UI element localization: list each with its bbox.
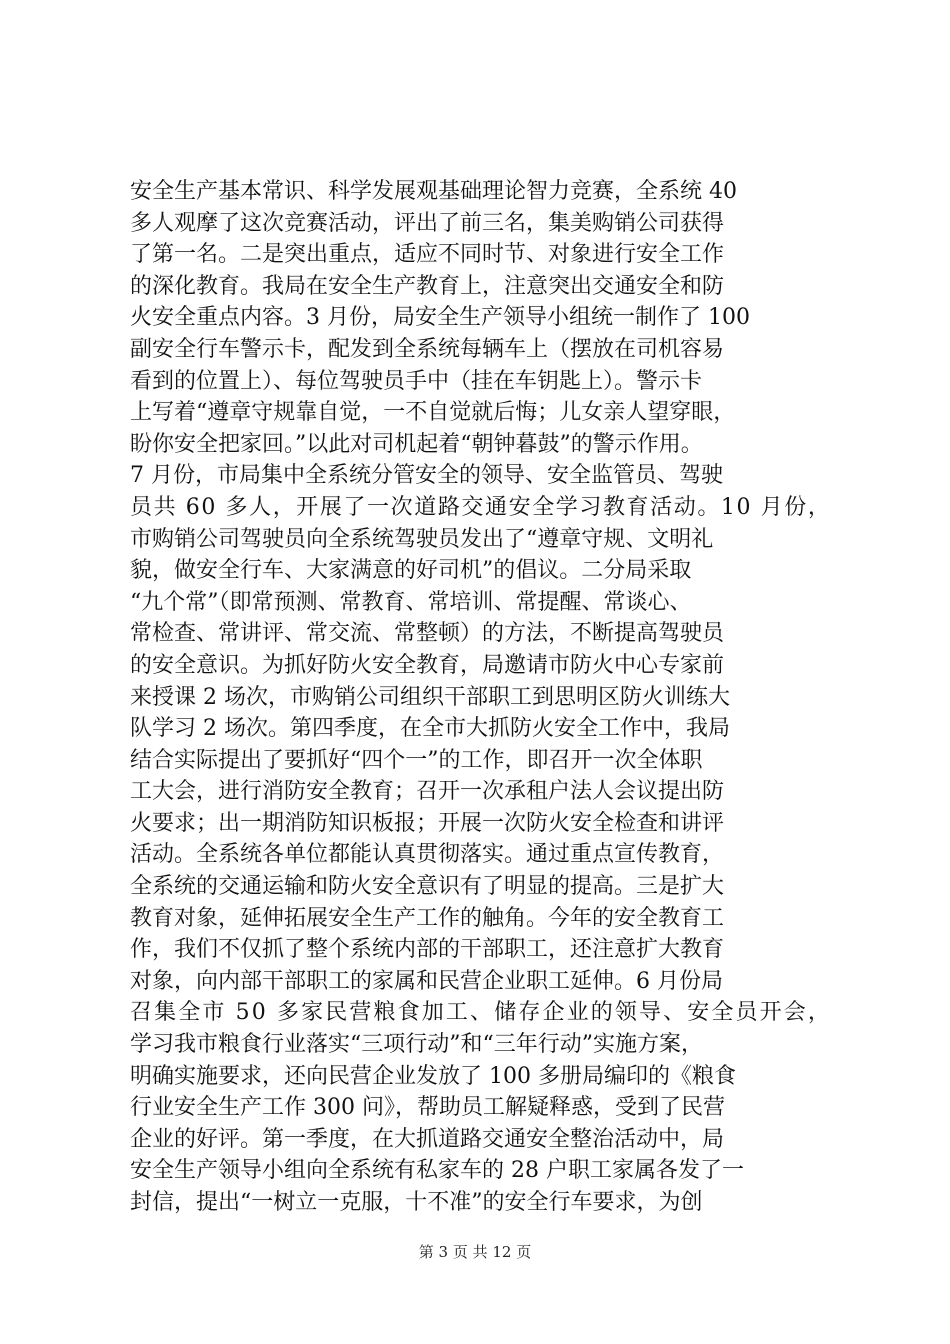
text-line: 貌，做安全行车、大家满意的好司机”的倡议。二分局采取 bbox=[130, 558, 692, 584]
text-line: “九个常”（即常预测、常教育、常培训、常提醒、常谈心、 bbox=[130, 589, 692, 615]
text-line: 召集全市 50 多家民营粮食加工、储存企业的领导、安全员开会， bbox=[130, 1000, 833, 1026]
text-line: 作，我们不仅抓了整个系统内部的干部职工，还注意扩大教育 bbox=[130, 937, 725, 963]
text-line: 常检查、常讲评、常交流、常整顿）的方法，不断提高驾驶员 bbox=[130, 621, 725, 647]
text-line: 活动。全系统各单位都能认真贯彻落实。通过重点宣传教育， bbox=[130, 842, 725, 868]
text-line: 对象，向内部干部职工的家属和民营企业职工延伸。6 月份局 bbox=[130, 968, 723, 994]
text-line: 安全生产基本常识、科学发展观基础理论智力竞赛，全系统 40 bbox=[130, 179, 737, 204]
text-line: 企业的好评。第一季度，在大抓道路交通安全整治活动中，局 bbox=[130, 1126, 725, 1152]
text-line: 上写着“遵章守规靠自觉，一不自觉就后悔；儿女亲人望穿眼， bbox=[130, 400, 736, 426]
text-line: 全系统的交通运输和防火安全意识有了明显的提高。三是扩大 bbox=[130, 874, 725, 900]
text-line: 教育对象，延伸拓展安全生产工作的触角。今年的安全教育工 bbox=[130, 905, 725, 931]
text-line: 市购销公司驾驶员向全系统驾驶员发出了“遵章守规、文明礼 bbox=[130, 526, 714, 552]
text-line: 多人观摩了这次竞赛活动，评出了前三名，集美购销公司获得 bbox=[130, 210, 725, 236]
text-line: 的深化教育。我局在安全生产教育上，注意突出交通安全和防 bbox=[130, 273, 725, 299]
text-line: 看到的位置上）、每位驾驶员手中（挂在车钥匙上）。警示卡 bbox=[130, 368, 703, 394]
text-line: 队学习 2 场次。第四季度，在全市大抓防火安全工作中，我局 bbox=[130, 716, 730, 742]
text-line: 封信，提出“一树立一克服，十不准”的安全行车要求，为创 bbox=[130, 1190, 703, 1215]
text-line: 学习我市粮食行业落实“三项行动”和“三年行动”实施方案， bbox=[130, 1032, 703, 1058]
text-line: 火要求；出一期消防知识板报；开展一次防火安全检查和讲评 bbox=[130, 810, 725, 836]
text-line: 副安全行车警示卡，配发到全系统每辆车上（摆放在司机容易 bbox=[130, 336, 725, 362]
body-text bbox=[130, 176, 833, 1219]
text-line: 的安全意识。为抓好防火安全教育，局邀请市防火中心专家前 bbox=[130, 652, 725, 678]
text-line: 了第一名。二是突出重点，适应不同时节、对象进行安全工作 bbox=[130, 242, 725, 268]
text-line: 明确实施要求，还向民营企业发放了 100 多册局编印的《粮食 bbox=[130, 1063, 736, 1089]
text-line: 工大会，进行消防安全教育；召开一次承租户法人会议提出防 bbox=[130, 779, 725, 805]
text-line: 行业安全生产工作 300 问》，帮助员工解疑释惑，受到了民营 bbox=[130, 1095, 725, 1121]
text-line: 员共 60 多人，开展了一次道路交通安全学习教育活动。10 月份， bbox=[130, 494, 832, 520]
text-line: 7 月份，市局集中全系统分管安全的领导、安全监管员、驾驶 bbox=[130, 463, 723, 489]
text-line: 来授课 2 场次，市购销公司组织干部职工到思明区防火训练大 bbox=[130, 684, 730, 710]
text-line: 火安全重点内容。3 月份，局安全生产领导小组统一制作了 100 bbox=[130, 305, 750, 331]
text-line: 盼你安全把家回。”以此对司机起着“朝钟暮鼓”的警示作用。 bbox=[130, 431, 703, 457]
text-line: 安全生产领导小组向全系统有私家车的 28 户职工家属各发了一 bbox=[130, 1158, 744, 1184]
page-footer: 第 3 页 共 12 页 bbox=[418, 1243, 532, 1261]
text-line: 结合实际提出了要抓好“四个一”的工作，即召开一次全体职 bbox=[130, 747, 703, 773]
